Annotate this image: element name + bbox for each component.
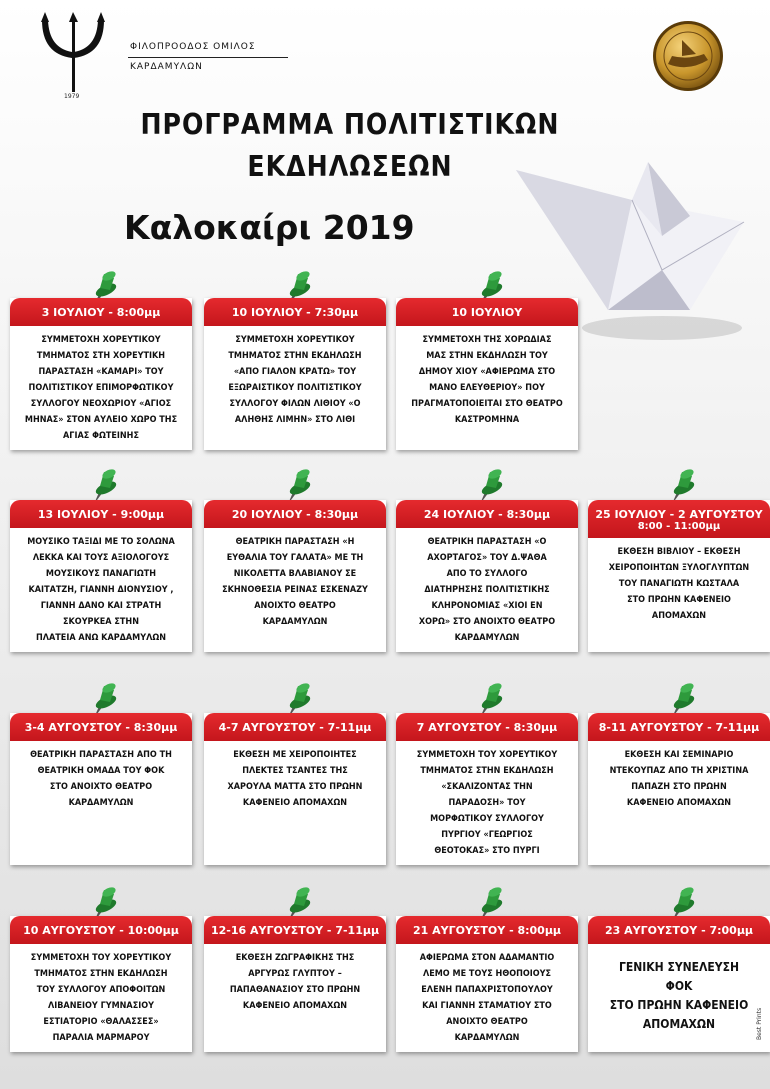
- event-description-line: ΝΙΚΟΛΕΤΤΑ ΒΛΑΒΙΑΝΟΥ ΣΕ: [233, 569, 357, 579]
- event-description-line: ΘΕΑΤΡΙΚΗ ΠΑΡΑΣΤΑΣΗ «Η: [235, 537, 355, 547]
- event-date-text: 21 ΑΥΓΟΥΣΤΟΥ - 8:00μμ: [412, 924, 562, 937]
- event-date-text: 10 ΙΟΥΛΙΟΥ - 7:30μμ: [231, 306, 359, 319]
- club-name: ΦΙΛΟΠΡΟΟΔΟΣ ΟΜΙΛΟΣ: [130, 42, 256, 52]
- event-description-line: ΚΛΗΡΟΝΟΜΙΑΣ «ΧΙΟΙ ΕΝ: [431, 601, 543, 611]
- event-date: [396, 916, 578, 944]
- event-description-line: ΑΠΟΜΑΧΩΝ: [651, 611, 707, 621]
- event-description-line: ΚΑΡΔΑΜΥΛΩΝ: [262, 617, 328, 627]
- page-title-line1: ΠΡΟΓΡΑΜΜΑ ΠΟΛΙΤΙΣΤΙΚΩΝ: [140, 108, 560, 141]
- event-description-line: ΣΥΛΛΟΓΟΥ ΦΙΛΩΝ ΛΙΘΙΟΥ «Ο: [229, 399, 361, 409]
- event-description-line: ΜΟΥΣΙΚΟ ΤΑΞΙΔΙ ΜΕ ΤΟ ΣΟΛΩΝΑ: [27, 537, 175, 547]
- event-date-text: 8-11 ΑΥΓΟΥΣΤΟΥ - 7-11μμ: [598, 721, 760, 734]
- event-description-line: ΘΕΑΤΡΙΚΗ ΠΑΡΑΣΤΑΣΗ «Ο: [427, 537, 547, 547]
- event-description-line: «ΑΠΟ ΓΙΑΛΟΝ ΚΡΑΤΩ» ΤΟΥ: [233, 367, 357, 377]
- event-description-line: ΓΕΝΙΚΗ ΣΥΝΕΛΕΥΣΗ: [618, 960, 740, 974]
- event-description-line: ΣΥΜΜΕΤΟΧΗ ΤΟΥ ΧΟΡΕΥΤΙΚΟΥ: [416, 750, 558, 760]
- event-card: [588, 916, 770, 1052]
- event-card: [204, 298, 386, 450]
- event-description-line: ΛΕΜΟ ΜΕ ΤΟΥΣ ΗΘΟΠΟΙΟΥΣ: [422, 969, 552, 979]
- event-time-text: 8:00 - 11:00μμ: [637, 521, 721, 532]
- event-date: [396, 298, 578, 326]
- event-description-line: ΤΜΗΜΑΤΟΣ ΣΤΗΝ ΕΚΔΗΛΩΣΗ: [228, 351, 362, 361]
- event-date-text: 13 ΙΟΥΛΙΟΥ - 9:00μμ: [37, 508, 165, 521]
- event-description-line: ΑΡΓΥΡΩΣ ΓΛΥΠΤΟΥ –: [248, 969, 342, 979]
- event-description-line: ΣΚΟΥΡΚΕΑ ΣΤΗΝ: [63, 617, 139, 627]
- event-card: [396, 500, 578, 652]
- event-description-line: ΤΜΗΜΑΤΟΣ ΣΤΗ ΧΟΡΕΥΤΙΚΗ: [36, 351, 166, 361]
- event-description-line: ΠΛΕΚΤΕΣ ΤΣΑΝΤΕΣ ΤΗΣ: [242, 766, 348, 776]
- event-card: [204, 500, 386, 652]
- event-card: [204, 713, 386, 865]
- event-description-line: ΘΕΑΤΡΙΚΗ ΟΜΑΔΑ ΤΟΥ ΦΟΚ: [37, 766, 165, 776]
- event-description-line: ΠΛΑΤΕΙΑ ΑΝΩ ΚΑΡΔΑΜΥΛΩΝ: [35, 633, 167, 643]
- event-description-line: ΤΟΥ ΠΑΝΑΓΙΩΤΗ ΚΩΣΤΑΛΑ: [618, 579, 740, 589]
- event-description-line: ΣΥΛΛΟΓΟΥ ΝΕΟΧΩΡΙΟΥ «ΑΓΙΟΣ: [30, 399, 172, 409]
- event-card: [10, 713, 192, 865]
- event-date-text: 20 ΙΟΥΛΙΟΥ - 8:30μμ: [231, 508, 359, 521]
- event-description-line: ΕΞΩΡΑΙΣΤΙΚΟΥ ΠΟΛΙΤΙΣΤΙΚΟΥ: [228, 383, 362, 393]
- event-description: [204, 944, 386, 1020]
- event-description: [204, 528, 386, 636]
- event-date-text: 7 ΑΥΓΟΥΣΤΟΥ - 8:30μμ: [416, 721, 558, 734]
- event-description-line: ΣΥΜΜΕΤΟΧΗ ΤΟΥ ΧΟΡΕΥΤΙΚΟΥ: [30, 953, 172, 963]
- event-date: [10, 500, 192, 528]
- event-description-line: ΑΠΟ ΤΟ ΣΥΛΛΟΓΟ: [446, 569, 528, 579]
- page-title-line2: ΕΚΔΗΛΩΣΕΩΝ: [247, 150, 453, 183]
- event-date-text: 12-16 ΑΥΓΟΥΣΤΟΥ - 7-11μμ: [210, 924, 380, 937]
- event-card: [396, 916, 578, 1052]
- event-description-line: «ΣΚΑΛΙΖΟΝΤΑΣ ΤΗΝ: [441, 782, 533, 792]
- event-description: [10, 326, 192, 450]
- event-description-line: ΚΑΙ ΓΙΑΝΝΗ ΣΤΑΜΑΤΙΟΥ ΣΤΟ: [422, 1001, 552, 1011]
- event-card: [396, 298, 578, 450]
- event-description: [396, 528, 578, 652]
- event-description-line: ΘΕΟΤΟΚΑΣ» ΣΤΟ ΠΥΡΓΙ: [434, 846, 540, 856]
- event-description: [588, 538, 770, 630]
- event-description-line: ΔΗΜΟΥ ΧΙΟΥ «ΑΦΙΕΡΩΜΑ ΣΤΟ: [418, 367, 556, 377]
- event-description-line: ΑΝΟΙΧΤΟ ΘΕΑΤΡΟ: [254, 601, 336, 611]
- event-description: [10, 741, 192, 817]
- event-description-line: ΑΝΟΙΧΤΟ ΘΕΑΤΡΟ: [446, 1017, 528, 1027]
- event-description-line: ΚΑΡΔΑΜΥΛΩΝ: [454, 633, 520, 643]
- event-date: [396, 713, 578, 741]
- event-date: [588, 916, 770, 944]
- event-card: [10, 916, 192, 1052]
- event-description-line: ΧΑΡΟΥΛΑ ΜΑΤΤΑ ΣΤΟ ΠΡΩΗΝ: [227, 782, 363, 792]
- event-card: [204, 916, 386, 1052]
- event-description: [204, 326, 386, 434]
- event-description-line: ΠΟΛΙΤΙΣΤΙΚΟΥ ΕΠΙΜΟΡΦΩΤΙΚΟΥ: [28, 383, 174, 393]
- trident-logo-icon: [38, 8, 108, 94]
- event-card: [10, 298, 192, 450]
- event-description-line: ΜΟΡΦΩΤΙΚΟΥ ΣΥΛΛΟΓΟΥ: [430, 814, 544, 824]
- event-description-line: ΠΡΑΓΜΑΤΟΠΟΙΕΙΤΑΙ ΣΤΟ ΘΕΑΤΡΟ: [411, 399, 563, 409]
- event-description-line: ΤΜΗΜΑΤΟΣ ΣΤΗΝ ΕΚΔΗΛΩΣΗ: [34, 969, 168, 979]
- event-date: [10, 713, 192, 741]
- event-description-line: ΧΕΙΡΟΠΟΙΗΤΩΝ ΞΥΛΟΓΛΥΠΤΩΝ: [608, 563, 750, 573]
- event-description-line: ΕΚΘΕΣΗ ΒΙΒΛΙΟΥ – ΕΚΘΕΣΗ: [617, 547, 741, 557]
- event-description-line: ΛΙΒΑΝΕΙΟΥ ΓΥΜΝΑΣΙΟΥ: [47, 1001, 154, 1011]
- event-description-line: ΑΠΟΜΑΧΩΝ: [642, 1017, 716, 1031]
- event-description-line: ΕΚΘΕΣΗ ΖΩΓΡΑΦΙΚΗΣ ΤΗΣ: [235, 953, 355, 963]
- event-description-line: ΛΕΚΚΑ ΚΑΙ ΤΟΥΣ ΑΞΙΟΛΟΓΟΥΣ: [32, 553, 170, 563]
- event-date: [204, 916, 386, 944]
- event-description-line: ΣΥΜΜΕΤΟΧΗ ΧΟΡΕΥΤΙΚΟΥ: [235, 335, 355, 345]
- event-card: [10, 500, 192, 652]
- event-description-line: ΕΚΘΕΣΗ ΚΑΙ ΣΕΜΙΝΑΡΙΟ: [624, 750, 734, 760]
- event-description-line: ΚΑΣΤΡΟΜΗΝΑ: [454, 415, 520, 425]
- event-description-line: ΤΜΗΜΑΤΟΣ ΣΤΗΝ ΕΚΔΗΛΩΣΗ: [420, 766, 554, 776]
- event-description-line: ΣΤΟ ΠΡΩΗΝ ΚΑΦΕΝΕΙΟ: [627, 595, 731, 605]
- event-description-line: ΓΙΑΝΝΗ ΔΑΝΟ ΚΑΙ ΣΤΡΑΤΗ: [40, 601, 162, 611]
- event-description-line: ΜΟΥΣΙΚΟΥΣ ΠΑΝΑΓΙΩΤΗ: [45, 569, 157, 579]
- event-description-line: ΣΤΟ ΑΝΟΙΧΤΟ ΘΕΑΤΡΟ: [49, 782, 153, 792]
- event-description-line: ΚΑΡΔΑΜΥΛΩΝ: [454, 1033, 520, 1043]
- event-description-line: ΕΣΤΙΑΤΟΡΙΟ «ΘΑΛΑΣΣΕΣ»: [43, 1017, 159, 1027]
- event-description: [588, 741, 770, 817]
- event-description-line: ΣΥΜΜΕΤΟΧΗ ΤΗΣ ΧΟΡΩΔΙΑΣ: [422, 335, 552, 345]
- event-date: [204, 713, 386, 741]
- event-description-line: ΑΛΗΘΗΣ ΛΙΜΗΝ» ΣΤΟ ΛΙΘΙ: [234, 415, 356, 425]
- event-date-text: 3-4 ΑΥΓΟΥΣΤΟΥ - 8:30μμ: [24, 721, 178, 734]
- event-description: [204, 741, 386, 817]
- event-description: [10, 944, 192, 1052]
- event-date: [204, 298, 386, 326]
- event-date: [204, 500, 386, 528]
- event-description: [396, 326, 578, 434]
- event-card: [588, 500, 770, 652]
- event-description-line: ΚΑΦΕΝΕΙΟ ΑΠΟΜΑΧΩΝ: [626, 798, 732, 808]
- event-card: [588, 713, 770, 865]
- event-description-line: ΑΓΙΑΣ ΦΩΤΕΙΝΗΣ: [63, 431, 139, 441]
- club-divider: [128, 57, 288, 58]
- event-description-line: ΚΑΦΕΝΕΙΟ ΑΠΟΜΑΧΩΝ: [242, 1001, 348, 1011]
- event-description-line: ΠΥΡΓΙΟΥ «ΓΕΩΡΓΙΟΣ: [441, 830, 533, 840]
- event-description-line: ΚΑΙΤΑΤΖΗ, ΓΙΑΝΝΗ ΔΙΟΝΥΣΙΟΥ ,: [28, 585, 174, 595]
- event-description-line: ΜΑΣ ΣΤΗΝ ΕΚΔΗΛΩΣΗ ΤΟΥ: [426, 351, 548, 361]
- founded-year: 1979: [64, 93, 80, 100]
- event-description-line: ΑΧΟΡΤΑΓΟΣ» ΤΟΥ Δ.ΨΑΘΑ: [427, 553, 547, 563]
- event-description-line: ΕΚΘΕΣΗ ΜΕ ΧΕΙΡΟΠΟΙΗΤΕΣ: [233, 750, 357, 760]
- event-description-line: ΠΑΡΑΔΟΣΗ» ΤΟΥ: [448, 798, 526, 808]
- event-description: [588, 944, 770, 1040]
- event-description-line: ΕΛΕΝΗ ΠΑΠΑΧΡΙΣΤΟΠΟΥΛΟΥ: [421, 985, 553, 995]
- event-description-line: ΜΗΝΑΣ» ΣΤΟΝ ΑΥΛΕΙΟ ΧΩΡΟ ΤΗΣ: [24, 415, 178, 425]
- event-date: [396, 500, 578, 528]
- event-description-line: ΑΦΙΕΡΩΜΑ ΣΤΟΝ ΑΔΑΜΑΝΤΙΟ: [419, 953, 555, 963]
- event-date-text: 25 ΙΟΥΛΙΟΥ - 2 ΑΥΓΟΥΣΤΟΥ: [595, 508, 763, 521]
- event-date: [588, 500, 770, 538]
- event-description-line: ΠΑΡΑΣΤΑΣΗ «ΚΑΜΑΡΙ» ΤΟΥ: [38, 367, 164, 377]
- event-description-line: ΝΤΕΚΟΥΠΑΖ ΑΠΟ ΤΗ ΧΡΙΣΤΙΝΑ: [609, 766, 749, 776]
- event-date-text: 24 ΙΟΥΛΙΟΥ - 8:30μμ: [423, 508, 551, 521]
- event-description: [396, 944, 578, 1052]
- event-description-line: ΣΥΜΜΕΤΟΧΗ ΧΟΡΕΥΤΙΚΟΥ: [41, 335, 161, 345]
- coin-emblem-icon: [652, 20, 724, 92]
- event-description-line: ΣΤΟ ΠΡΩΗΝ ΚΑΦΕΝΕΙΟ: [609, 998, 749, 1012]
- page-subtitle: Καλοκαίρι 2019: [124, 208, 415, 247]
- event-description-line: ΜΑΝΟ ΕΛΕΥΘΕΡΙΟΥ» ΠΟΥ: [429, 383, 545, 393]
- event-description-line: ΔΙΑΤΗΡΗΣΗΣ ΠΟΛΙΤΙΣΤΙΚΗΣ: [424, 585, 550, 595]
- event-date-text: 3 ΙΟΥΛΙΟΥ - 8:00μμ: [41, 306, 161, 319]
- club-place: ΚΑΡΔΑΜΥΛΩΝ: [130, 62, 203, 72]
- event-description-line: ΠΑΡΑΛΙΑ ΜΑΡΜΑΡΟΥ: [52, 1033, 150, 1043]
- event-date: [10, 916, 192, 944]
- event-description-line: ΤΟΥ ΣΥΛΛΟΓΟΥ ΑΠΟΦΟΙΤΩΝ: [36, 985, 166, 995]
- event-description-line: ΠΑΠΑΘΑΝΑΣΙΟΥ ΣΤΟ ΠΡΩΗΝ: [229, 985, 361, 995]
- event-date-text: 4-7 ΑΥΓΟΥΣΤΟΥ - 7-11μμ: [218, 721, 372, 734]
- event-date-text: 10 ΑΥΓΟΥΣΤΟΥ - 10:00μμ: [23, 924, 179, 937]
- event-description-line: ΧΟΡΩ» ΣΤΟ ΑΝΟΙΧΤΟ ΘΕΑΤΡΟ: [418, 617, 556, 627]
- printer-credit: Best Prints: [756, 1007, 763, 1040]
- event-description-line: ΚΑΦΕΝΕΙΟ ΑΠΟΜΑΧΩΝ: [242, 798, 348, 808]
- event-card: [396, 713, 578, 865]
- event-description-line: ΕΥΘΑΛΙΑ ΤΟΥ ΓΑΛΑΤΑ» ΜΕ ΤΗ: [226, 553, 364, 563]
- event-description-line: ΦΟΚ: [665, 979, 693, 993]
- event-date: [588, 713, 770, 741]
- event-description-line: ΣΚΗΝΟΘΕΣΙΑ ΡΕΙΝΑΣ ΕΣΚΕΝΑΖΥ: [222, 585, 368, 595]
- event-date-text: 23 ΑΥΓΟΥΣΤΟΥ - 7:00μμ: [604, 924, 754, 937]
- event-description-line: ΘΕΑΤΡΙΚΗ ΠΑΡΑΣΤΑΣΗ ΑΠΟ ΤΗ: [30, 750, 172, 760]
- event-date: [10, 298, 192, 326]
- event-date-text: 10 ΙΟΥΛΙΟΥ: [451, 306, 523, 319]
- event-description: [396, 741, 578, 865]
- event-description-line: ΚΑΡΔΑΜΥΛΩΝ: [68, 798, 134, 808]
- event-description-line: ΠΑΠΑΖΗ ΣΤΟ ΠΡΩΗΝ: [631, 782, 727, 792]
- event-description: [10, 528, 192, 652]
